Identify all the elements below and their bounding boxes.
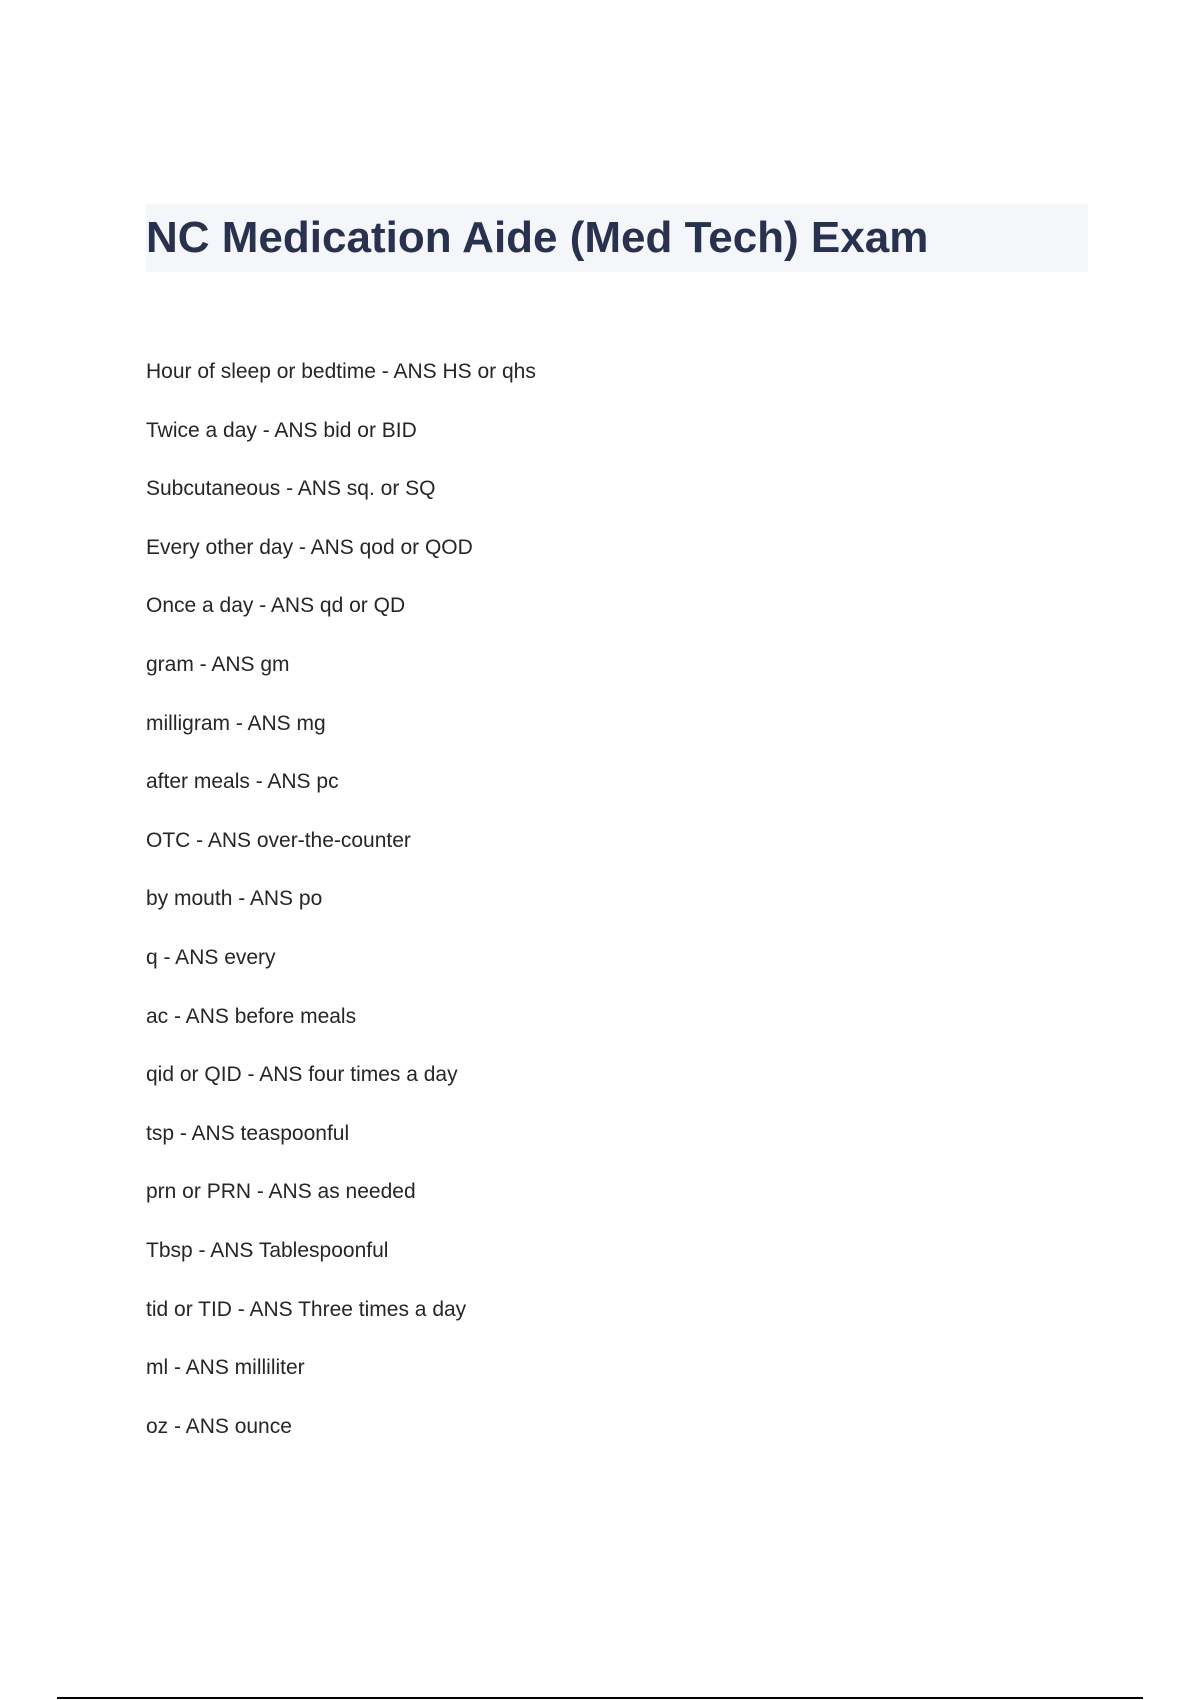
qa-item: tid or TID - ANS Three times a day bbox=[146, 1297, 467, 1321]
qa-item: prn or PRN - ANS as needed bbox=[146, 1180, 416, 1204]
qa-item: oz - ANS ounce bbox=[146, 1414, 292, 1438]
qa-item: Once a day - ANS qd or QD bbox=[146, 594, 406, 618]
qa-item: ac - ANS before meals bbox=[146, 1004, 357, 1028]
qa-item: Subcutaneous - ANS sq. or SQ bbox=[146, 477, 436, 501]
qa-item: qid or QID - ANS four times a day bbox=[146, 1063, 458, 1087]
qa-item: by mouth - ANS po bbox=[146, 887, 323, 911]
qa-item: gram - ANS gm bbox=[146, 652, 290, 676]
page-title: NC Medication Aide (Med Tech) Exam bbox=[146, 213, 929, 262]
qa-item: Every other day - ANS qod or QOD bbox=[146, 535, 473, 559]
qa-item: tsp - ANS teaspoonful bbox=[146, 1121, 350, 1145]
qa-item: milligram - ANS mg bbox=[146, 711, 326, 735]
qa-item: Twice a day - ANS bid or BID bbox=[146, 418, 417, 442]
qa-item: ml - ANS milliliter bbox=[146, 1356, 305, 1380]
qa-item: after meals - ANS pc bbox=[146, 770, 339, 794]
qa-item: Tbsp - ANS Tablespoonful bbox=[146, 1238, 389, 1262]
qa-list bbox=[146, 356, 536, 1469]
qa-item: q - ANS every bbox=[146, 945, 276, 969]
qa-item: Hour of sleep or bedtime - ANS HS or qhs bbox=[146, 360, 536, 383]
qa-item: OTC - ANS over-the-counter bbox=[146, 828, 411, 852]
bottom-rule bbox=[57, 1697, 1143, 1699]
